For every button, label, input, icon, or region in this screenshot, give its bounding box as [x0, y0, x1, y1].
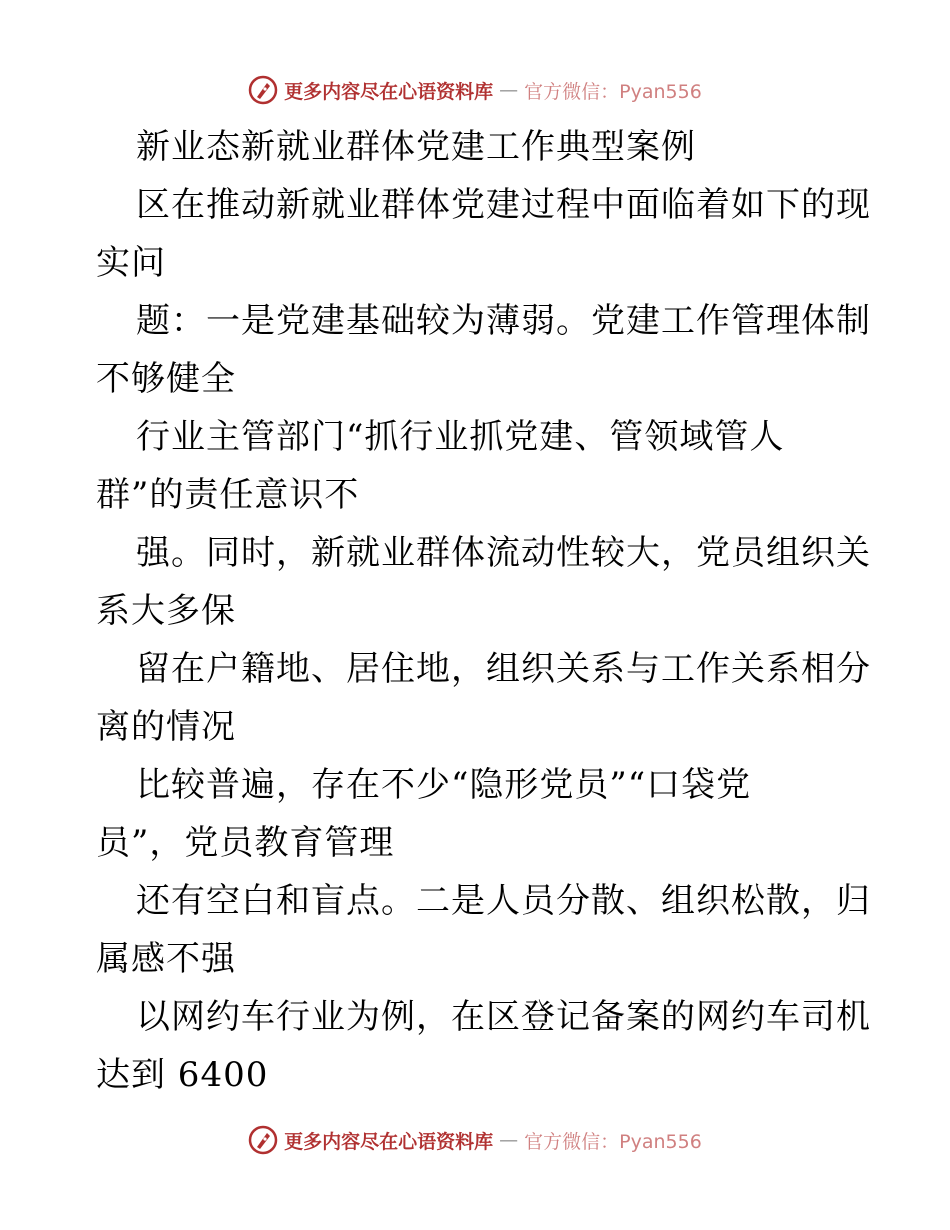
text-line: 题：一是党建基础较为薄弱。党建工作管理体制 [136, 301, 871, 341]
document-body [96, 118, 871, 1104]
banner-wechat: 官方微信：Pyan556 [524, 80, 702, 103]
pen-nib-logo-icon [248, 75, 278, 105]
banner-separator: — [499, 79, 519, 101]
text-line: 群”的责任意识不 [96, 475, 360, 515]
text-line: 属感不强 [96, 939, 236, 979]
text-line: 比较普遍，存在不少“隐形党员”“口袋党 [136, 765, 752, 805]
text-line: 系大多保 [96, 591, 236, 631]
text-line: 区在推动新就业群体党建过程中面临着如下的现 [136, 185, 871, 225]
text-line: 以网约车行业为例，在区登记备案的网约车司机 [136, 997, 871, 1037]
text-line: 还有空白和盲点。二是人员分散、组织松散，归 [136, 881, 871, 921]
text-line: 离的情况 [96, 707, 236, 747]
text-line: 员”，党员教育管理 [96, 823, 395, 863]
banner-text: 更多内容尽在心语资料库 [284, 80, 494, 103]
banner-text: 更多内容尽在心语资料库 [284, 1130, 494, 1153]
text-line: 留在户籍地、居住地，组织关系与工作关系相分 [136, 649, 871, 689]
text-line: 实问 [96, 243, 166, 283]
pen-nib-logo-icon [248, 1125, 278, 1155]
header-banner [0, 72, 950, 108]
text-line: 强。同时，新就业群体流动性较大，党员组织关 [136, 533, 871, 573]
text-line: 行业主管部门“抓行业抓党建、管领域管人 [136, 417, 785, 457]
banner-wechat: 官方微信：Pyan556 [524, 1130, 702, 1153]
banner-separator: — [499, 1129, 519, 1151]
text-line: 达到 6400 [96, 1055, 269, 1095]
text-line: 新业态新就业群体党建工作典型案例 [136, 127, 696, 167]
footer-banner [0, 1122, 950, 1158]
text-line: 不够健全 [96, 359, 236, 399]
